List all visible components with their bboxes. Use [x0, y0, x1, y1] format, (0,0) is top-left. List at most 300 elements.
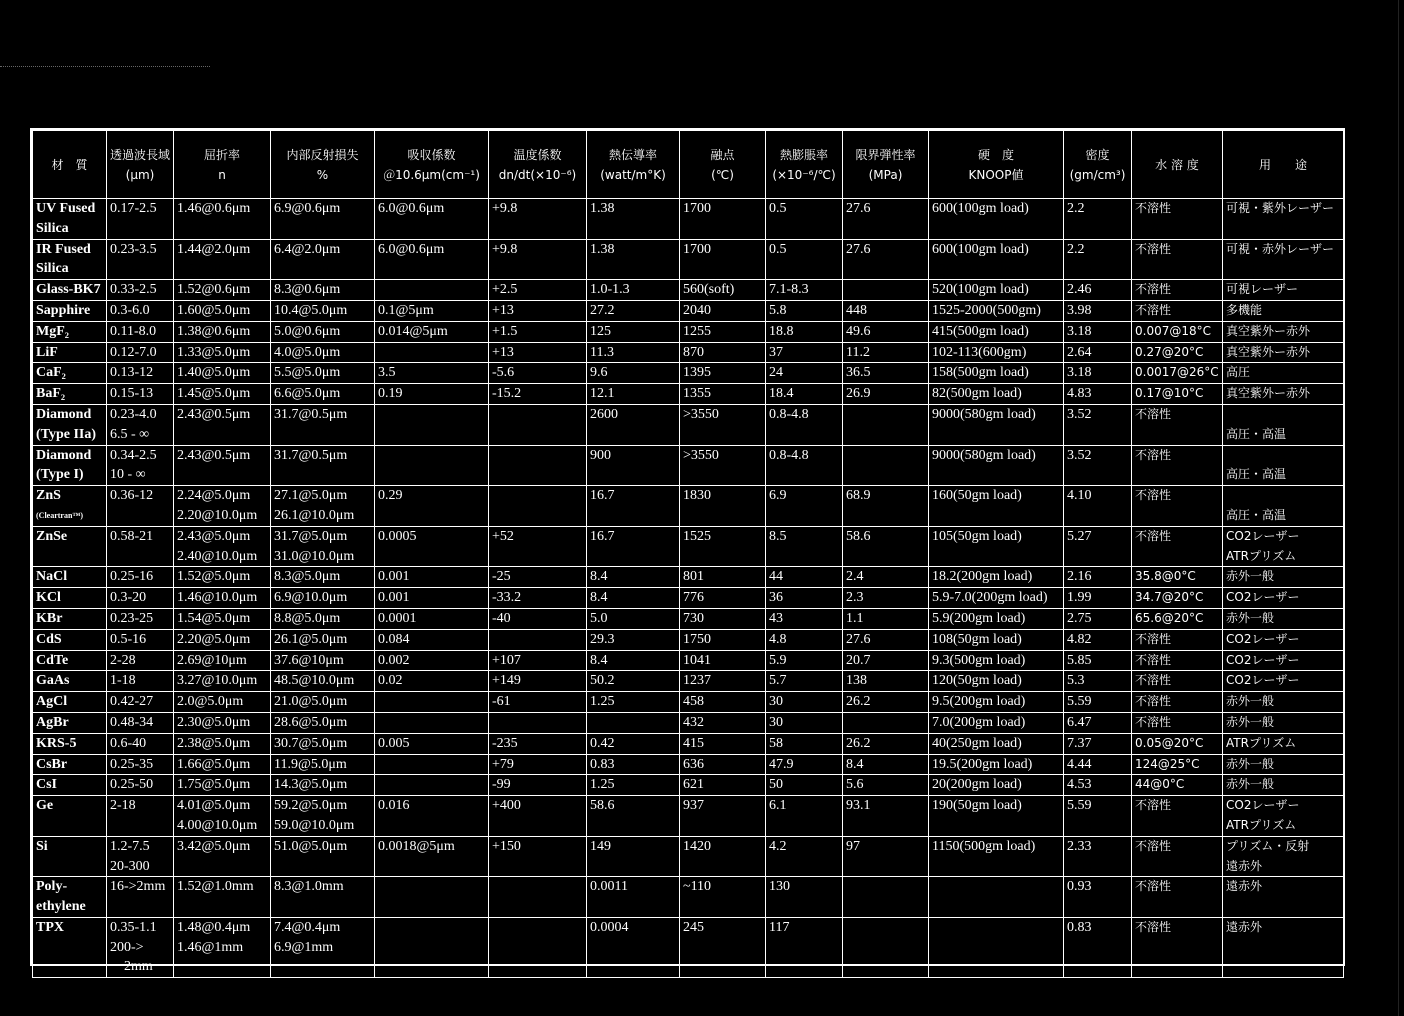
table-cell: CO2レーザー: [1223, 629, 1344, 650]
table-cell: CO2レーザー ATRプリズム: [1223, 796, 1344, 837]
table-cell: 28.6@5.0μm: [271, 712, 375, 733]
table-row: [33, 917, 1344, 977]
table-body: [33, 199, 1344, 978]
table-cell: 0.13-12: [107, 363, 174, 384]
table-cell: CO2レーザー: [1223, 671, 1344, 692]
table-cell: 9.3(500gm load): [929, 650, 1064, 671]
table-cell: 27.2: [587, 300, 680, 321]
table-cell: 不溶性: [1132, 650, 1223, 671]
table-cell: 遠赤外: [1223, 917, 1344, 977]
table-row: [33, 404, 1344, 445]
table-cell: 5.7: [766, 671, 843, 692]
table-cell: 26.2: [843, 692, 929, 713]
table-row: [33, 608, 1344, 629]
table-cell: 31.7@0.5μm: [271, 445, 375, 486]
material-cell: [33, 486, 107, 527]
table-cell: 1.54@5.0μm: [174, 608, 271, 629]
material-cell: UV Fused Silica: [33, 199, 107, 240]
table-row: [33, 363, 1344, 384]
table-row: [33, 199, 1344, 240]
table-cell: 6.47: [1064, 712, 1132, 733]
table-cell: 18.8: [766, 321, 843, 342]
table-cell: 560(soft): [680, 280, 766, 301]
table-cell: 11.9@5.0μm: [271, 754, 375, 775]
table-cell: 3.18: [1064, 363, 1132, 384]
table-cell: [843, 877, 929, 918]
table-cell: 5.9(200gm load): [929, 608, 1064, 629]
table-cell: 18.4: [766, 384, 843, 405]
table-row: [33, 321, 1344, 342]
table-cell: 8.5: [766, 526, 843, 567]
table-cell: 2.38@5.0μm: [174, 733, 271, 754]
table-cell: 多機能: [1223, 300, 1344, 321]
material-cell: Diamond (Type IIa): [33, 404, 107, 445]
table-cell: [843, 404, 929, 445]
material-cell: CdS: [33, 629, 107, 650]
table-cell: 37: [766, 342, 843, 363]
table-cell: 44: [766, 567, 843, 588]
table-cell: 不溶性: [1132, 199, 1223, 240]
table-cell: 0.002: [375, 650, 489, 671]
table-row: [33, 754, 1344, 775]
table-cell: 0.8-4.8: [766, 404, 843, 445]
table-cell: 5.5@5.0μm: [271, 363, 375, 384]
material-cell: CdTe: [33, 650, 107, 671]
table-cell: 2.43@0.5μm: [174, 404, 271, 445]
table-cell: 30: [766, 692, 843, 713]
table-row: [33, 342, 1344, 363]
table-cell: 600(100gm load): [929, 239, 1064, 280]
table-cell: 26.9: [843, 384, 929, 405]
table-cell: 0.3-6.0: [107, 300, 174, 321]
table-cell: 58: [766, 733, 843, 754]
table-cell: 4.2: [766, 836, 843, 877]
table-cell: 520(100gm load): [929, 280, 1064, 301]
material-cell: Sapphire: [33, 300, 107, 321]
table-cell: 16.7: [587, 486, 680, 527]
column-header: [587, 131, 680, 199]
table-row: [33, 384, 1344, 405]
table-cell: 34.7@20°C: [1132, 588, 1223, 609]
table-row: [33, 629, 1344, 650]
table-cell: 1.38: [587, 199, 680, 240]
table-cell: 真空紫外ー赤外: [1223, 321, 1344, 342]
column-header: [271, 131, 375, 199]
table-cell: +13: [489, 300, 587, 321]
material-cell: AgCl: [33, 692, 107, 713]
table-cell: 937: [680, 796, 766, 837]
materials-table-frame: [30, 128, 1345, 975]
table-cell: 3.52: [1064, 445, 1132, 486]
table-cell: 0.23-4.0 6.5 - ∞: [107, 404, 174, 445]
table-cell: 138: [843, 671, 929, 692]
column-header: [766, 131, 843, 199]
materials-table: [32, 130, 1344, 978]
table-cell: 8.8@5.0μm: [271, 608, 375, 629]
table-cell: 0.33-2.5: [107, 280, 174, 301]
table-cell: 0.17@10°C: [1132, 384, 1223, 405]
header-label: 熱膨脹率: [779, 147, 828, 162]
material-cell: Si: [33, 836, 107, 877]
table-cell: 1.52@0.6μm: [174, 280, 271, 301]
table-cell: 97: [843, 836, 929, 877]
table-cell: 不溶性: [1132, 445, 1223, 486]
table-cell: 不溶性: [1132, 692, 1223, 713]
table-cell: 1041: [680, 650, 766, 671]
table-cell: [375, 754, 489, 775]
table-cell: 730: [680, 608, 766, 629]
table-cell: 1420: [680, 836, 766, 877]
table-cell: 0.17-2.5: [107, 199, 174, 240]
table-cell: 0.19: [375, 384, 489, 405]
material-cell: KRS-5: [33, 733, 107, 754]
table-row: [33, 650, 1344, 671]
table-row: [33, 877, 1344, 918]
table-cell: 35.8@0°C: [1132, 567, 1223, 588]
table-cell: 不溶性: [1132, 671, 1223, 692]
column-header: [680, 131, 766, 199]
table-cell: 1.99: [1064, 588, 1132, 609]
table-cell: 2-18: [107, 796, 174, 837]
header-label: 温度係数: [513, 147, 562, 162]
material-cell: Glass-BK7: [33, 280, 107, 301]
table-cell: 0.3-20: [107, 588, 174, 609]
table-cell: 27.6: [843, 239, 929, 280]
table-cell: 6.4@2.0μm: [271, 239, 375, 280]
table-cell: 20.7: [843, 650, 929, 671]
table-cell: 0.48-34: [107, 712, 174, 733]
table-cell: 0.42-27: [107, 692, 174, 713]
header-label: 内部反射損失: [286, 147, 359, 162]
table-cell: +9.8: [489, 199, 587, 240]
table-cell: 高圧: [1223, 363, 1344, 384]
table-cell: 2.75: [1064, 608, 1132, 629]
table-cell: 102-113(600gm): [929, 342, 1064, 363]
table-cell: 448: [843, 300, 929, 321]
table-cell: 9000(580gm load): [929, 404, 1064, 445]
table-cell: 2.3: [843, 588, 929, 609]
header-label: 密度: [1085, 147, 1110, 162]
table-cell: 0.0004: [587, 917, 680, 977]
table-cell: 636: [680, 754, 766, 775]
table-cell: 0.15-13: [107, 384, 174, 405]
table-row: [33, 526, 1344, 567]
table-cell: 9.6: [587, 363, 680, 384]
table-cell: 43: [766, 608, 843, 629]
header-unit: (watt/m°K): [600, 167, 666, 182]
table-header: [33, 131, 1344, 199]
table-cell: [489, 629, 587, 650]
table-cell: -33.2: [489, 588, 587, 609]
material-cell: Diamond (Type I): [33, 445, 107, 486]
table-cell: 1.38: [587, 239, 680, 280]
table-cell: 29.3: [587, 629, 680, 650]
table-cell: 6.1: [766, 796, 843, 837]
table-row: [33, 567, 1344, 588]
table-cell: 58.6: [587, 796, 680, 837]
table-cell: +150: [489, 836, 587, 877]
table-cell: 149: [587, 836, 680, 877]
table-cell: 27.6: [843, 199, 929, 240]
table-cell: 7.4@0.4μm 6.9@1mm: [271, 917, 375, 977]
table-cell: 50: [766, 775, 843, 796]
table-cell: 11.3: [587, 342, 680, 363]
table-cell: 870: [680, 342, 766, 363]
table-cell: +149: [489, 671, 587, 692]
table-cell: 10.4@5.0μm: [271, 300, 375, 321]
table-cell: 4.53: [1064, 775, 1132, 796]
table-row: [33, 775, 1344, 796]
table-cell: 2-28: [107, 650, 174, 671]
scan-edge: [1398, 0, 1404, 1016]
table-cell: 1.25: [587, 692, 680, 713]
table-cell: 可視・紫外レーザー: [1223, 199, 1344, 240]
table-cell: 0.016: [375, 796, 489, 837]
table-cell: 1700: [680, 239, 766, 280]
table-cell: 415: [680, 733, 766, 754]
table-cell: 0.05@20°C: [1132, 733, 1223, 754]
table-cell: 2040: [680, 300, 766, 321]
table-cell: 0.1@5μm: [375, 300, 489, 321]
table-cell: 2.43@5.0μm 2.40@10.0μm: [174, 526, 271, 567]
table-cell: 36: [766, 588, 843, 609]
table-cell: 12.1: [587, 384, 680, 405]
table-cell: 0.36-12: [107, 486, 174, 527]
table-row: [33, 692, 1344, 713]
table-cell: 20(200gm load): [929, 775, 1064, 796]
column-header: [107, 131, 174, 199]
table-cell: 458: [680, 692, 766, 713]
table-cell: 3.42@5.0μm: [174, 836, 271, 877]
table-cell: [489, 712, 587, 733]
table-cell: [375, 404, 489, 445]
table-cell: 0.25-16: [107, 567, 174, 588]
material-cell: IR Fused Silica: [33, 239, 107, 280]
table-cell: 0.12-7.0: [107, 342, 174, 363]
header-unit: (×10⁻⁶/℃): [772, 167, 836, 182]
table-cell: 2600: [587, 404, 680, 445]
table-row: [33, 733, 1344, 754]
table-cell: 0.5: [766, 239, 843, 280]
table-cell: >3550: [680, 404, 766, 445]
table-cell: -5.6: [489, 363, 587, 384]
table-cell: 5.0: [587, 608, 680, 629]
material-cell: BaF₂: [33, 384, 107, 405]
table-cell: 30: [766, 712, 843, 733]
table-cell: 31.7@0.5μm: [271, 404, 375, 445]
table-cell: [489, 917, 587, 977]
header-unit: (MPa): [868, 167, 903, 182]
material-cell: GaAs: [33, 671, 107, 692]
table-cell: 8.3@0.6μm: [271, 280, 375, 301]
table-cell: 0.23-25: [107, 608, 174, 629]
header-label: 透過波長域: [110, 147, 171, 162]
table-cell: 可視レーザー: [1223, 280, 1344, 301]
table-cell: 5.59: [1064, 692, 1132, 713]
table-cell: 2.2: [1064, 199, 1132, 240]
table-cell: 0.0018@5μm: [375, 836, 489, 877]
material-name: ZnS: [36, 488, 61, 504]
table-cell: 遠赤外: [1223, 877, 1344, 918]
table-cell: 93.1: [843, 796, 929, 837]
table-cell: ATRプリズム: [1223, 733, 1344, 754]
table-cell: 1.40@5.0μm: [174, 363, 271, 384]
table-cell: 3.18: [1064, 321, 1132, 342]
table-cell: +9.8: [489, 239, 587, 280]
table-cell: 2.4: [843, 567, 929, 588]
table-cell: [843, 280, 929, 301]
table-cell: [375, 877, 489, 918]
table-cell: 2.20@5.0μm: [174, 629, 271, 650]
table-cell: 7.0(200gm load): [929, 712, 1064, 733]
table-cell: 不溶性: [1132, 486, 1223, 527]
table-cell: 1.1: [843, 608, 929, 629]
table-cell: 49.6: [843, 321, 929, 342]
table-cell: 6.0@0.6μm: [375, 199, 489, 240]
table-cell: 0.23-3.5: [107, 239, 174, 280]
header-label: 材 質: [51, 157, 88, 172]
table-cell: 1355: [680, 384, 766, 405]
table-cell: 1237: [680, 671, 766, 692]
table-cell: 不溶性: [1132, 239, 1223, 280]
table-cell: 真空紫外ー赤外: [1223, 342, 1344, 363]
table-cell: 31.7@5.0μm 31.0@10.0μm: [271, 526, 375, 567]
table-cell: 7.37: [1064, 733, 1132, 754]
header-unit: (μm): [125, 167, 155, 182]
table-cell: 1.38@0.6μm: [174, 321, 271, 342]
table-cell: 0.005: [375, 733, 489, 754]
table-cell: +13: [489, 342, 587, 363]
table-cell: 不溶性: [1132, 917, 1223, 977]
table-cell: 0.8-4.8: [766, 445, 843, 486]
header-row: [33, 131, 1344, 199]
table-cell: 赤外一般: [1223, 775, 1344, 796]
table-cell: 1.66@5.0μm: [174, 754, 271, 775]
material-subtitle: (Cleartran™): [36, 510, 84, 520]
table-cell: 58.6: [843, 526, 929, 567]
table-cell: -40: [489, 608, 587, 629]
table-cell: 不溶性: [1132, 526, 1223, 567]
table-cell: 不溶性: [1132, 280, 1223, 301]
table-cell: 0.25-50: [107, 775, 174, 796]
table-cell: 432: [680, 712, 766, 733]
table-cell: -99: [489, 775, 587, 796]
table-cell: 0.001: [375, 588, 489, 609]
table-cell: 117: [766, 917, 843, 977]
table-cell: 2.46: [1064, 280, 1132, 301]
table-cell: 0.42: [587, 733, 680, 754]
material-cell: LiF: [33, 342, 107, 363]
header-unit: KNOOP値: [968, 167, 1024, 182]
table-cell: CO2レーザー: [1223, 588, 1344, 609]
table-cell: 0.5: [766, 199, 843, 240]
table-cell: 6.9@0.6μm: [271, 199, 375, 240]
table-cell: 27.6: [843, 629, 929, 650]
table-cell: 801: [680, 567, 766, 588]
table-cell: 1.60@5.0μm: [174, 300, 271, 321]
table-cell: 900: [587, 445, 680, 486]
table-cell: 3.27@10.0μm: [174, 671, 271, 692]
table-cell: 赤外一般: [1223, 754, 1344, 775]
table-cell: 0.0017@26°C: [1132, 363, 1223, 384]
column-header: [1064, 131, 1132, 199]
table-cell: 160(50gm load): [929, 486, 1064, 527]
table-row: [33, 588, 1344, 609]
table-cell: CO2レーザー: [1223, 650, 1344, 671]
table-cell: 0.58-21: [107, 526, 174, 567]
table-cell: 高圧・高温: [1223, 404, 1344, 445]
table-cell: 高圧・高温: [1223, 486, 1344, 527]
table-cell: 1525-2000(500gm): [929, 300, 1064, 321]
table-cell: 0.001: [375, 567, 489, 588]
table-cell: 0.02: [375, 671, 489, 692]
table-cell: 6.9: [766, 486, 843, 527]
header-label: 吸収係数: [407, 147, 456, 162]
table-cell: 1.48@0.4μm 1.46@1mm: [174, 917, 271, 977]
table-cell: 600(100gm load): [929, 199, 1064, 240]
header-label: 限界弾性率: [855, 147, 916, 162]
header-label: 熱伝導率: [608, 147, 657, 162]
table-cell: 1.52@5.0μm: [174, 567, 271, 588]
column-header: [929, 131, 1064, 199]
table-cell: 24: [766, 363, 843, 384]
table-cell: +1.5: [489, 321, 587, 342]
table-cell: 高圧・高温: [1223, 445, 1344, 486]
table-cell: 130: [766, 877, 843, 918]
material-cell: ZnSe: [33, 526, 107, 567]
table-cell: [375, 775, 489, 796]
header-label: 用 途: [1258, 157, 1307, 172]
material-cell: CsBr: [33, 754, 107, 775]
table-cell: 0.0005: [375, 526, 489, 567]
table-cell: 5.8: [766, 300, 843, 321]
column-header: [489, 131, 587, 199]
table-cell: 不溶性: [1132, 300, 1223, 321]
table-cell: -15.2: [489, 384, 587, 405]
table-cell: 0.5-16: [107, 629, 174, 650]
material-cell: AgBr: [33, 712, 107, 733]
table-cell: 1.75@5.0μm: [174, 775, 271, 796]
header-unit: %: [316, 167, 329, 182]
table-cell: +79: [489, 754, 587, 775]
header-label: 融点: [710, 147, 735, 162]
header-unit: dn/dt(×10⁻⁶): [498, 167, 577, 182]
column-header: [174, 131, 271, 199]
table-row: [33, 671, 1344, 692]
table-cell: 不溶性: [1132, 877, 1223, 918]
table-cell: 2.33: [1064, 836, 1132, 877]
table-cell: ~110: [680, 877, 766, 918]
table-cell: [489, 445, 587, 486]
header-label: 水 溶 度: [1155, 157, 1199, 172]
table-cell: 8.4: [587, 650, 680, 671]
table-cell: [375, 692, 489, 713]
table-cell: [375, 445, 489, 486]
table-cell: 16.7: [587, 526, 680, 567]
table-cell: 9.5(200gm load): [929, 692, 1064, 713]
table-cell: 8.4: [587, 588, 680, 609]
table-cell: 1830: [680, 486, 766, 527]
column-header: [1132, 131, 1223, 199]
table-cell: 真空紫外ー赤外: [1223, 384, 1344, 405]
table-cell: 8.3@5.0μm: [271, 567, 375, 588]
table-row: [33, 300, 1344, 321]
table-cell: 124@25°C: [1132, 754, 1223, 775]
table-cell: 8.4: [843, 754, 929, 775]
material-cell: KBr: [33, 608, 107, 629]
table-cell: +52: [489, 526, 587, 567]
table-cell: 0.83: [587, 754, 680, 775]
